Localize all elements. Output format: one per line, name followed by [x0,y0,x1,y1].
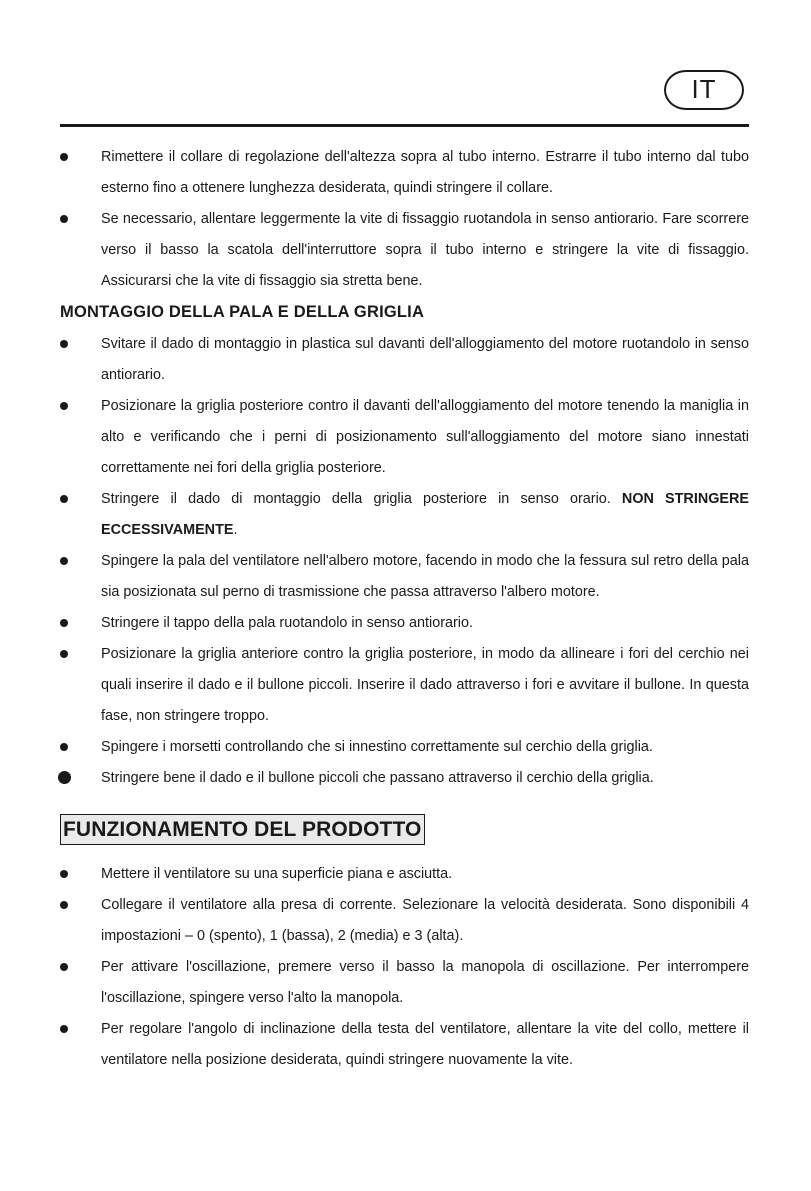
list-item [0,859,811,890]
list-item-text: Spingere i morsetti controllando che si innestino correttamente sul cerchio della griglia. [101,739,653,755]
bullet-icon [60,870,68,878]
bullet-icon [60,901,68,909]
bullet-icon [60,215,68,223]
list-item [0,608,811,639]
list-item-text: Rimettere il collare di regolazione dell'altezza sopra al tubo interno. Estrarre il tubo interno dal tubo esterno fino a ottenere lunghezza desiderata, quindi stringere il collare. [101,149,749,196]
list-item [0,732,811,763]
intro-list [0,142,811,297]
list-item-text: Stringere bene il dado e il bullone piccoli che passano attraverso il cerchio della griglia. [101,770,654,786]
list-item-text: Per regolare l'angolo di inclinazione della testa del ventilatore, allentare la vite del collo, mettere il ventilatore nella posizione desiderata, quindi stringere nuovamente la vite. [101,1021,749,1068]
list-item-text: Spingere la pala del ventilatore nell'albero motore, facendo in modo che la fessura sul retro della pala sia posizionata sul perno di trasmissione che passa attraverso l'albero motore. [101,553,749,600]
warning-text: NON STRINGERE ECCESSIVAMENTE [101,491,749,538]
bullet-icon [60,495,68,503]
list-item-text: Svitare il dado di montaggio in plastica sul davanti dell'alloggiamento del motore ruotandolo in senso antiorario. [101,336,749,383]
bullet-icon [60,402,68,410]
list-item-text: Collegare il ventilatore alla presa di corrente. Selezionare la velocità desiderata. Sono disponibili 4 impostazioni – 0 (spento), 1 (bassa), 2 (media) e 3 (alta). [101,897,749,944]
bullet-icon [60,743,68,751]
bullet-icon [58,771,71,784]
list-item [0,763,811,794]
list-item-text: Per attivare l'oscillazione, premere verso il basso la manopola di oscillazione. Per interrompere l'oscillazione, spingere verso l'alto la manopola. [101,959,749,1006]
list-item [0,391,811,484]
language-badge: IT [664,70,744,110]
list-item-text: Se necessario, allentare leggermente la vite di fissaggio ruotandola in senso antiorario. Fare scorrere verso il basso la scatola dell'interruttore sopra il tubo interno e stringere la vite di fissaggio. Assicurarsi che la vite di fissaggio sia stretta bene. [101,211,749,289]
bullet-icon [60,963,68,971]
list-item [0,142,811,204]
bullet-icon [60,340,68,348]
list-item [0,639,811,732]
bullet-icon [60,619,68,627]
list-item [0,484,811,546]
bullet-icon [60,650,68,658]
list-item-text: Mettere il ventilatore su una superficie piana e asciutta. [101,866,453,882]
list-item [0,204,811,297]
list-item-text: Posizionare la griglia anteriore contro la griglia posteriore, in modo da allineare i fori del cerchio nei quali inserire il dado e il bullone piccoli. Inserire il dado attraverso i fori e avvitare il bullone. In questa fase, non stringere troppo. [101,646,749,724]
list-item [0,1014,811,1076]
list-item-text: Posizionare la griglia posteriore contro il davanti dell'alloggiamento del motore tenendo la maniglia in alto e verificando che i perni di posizionamento sull'alloggiamento del motore siano innestati correttamente nei fori della griglia posteriore. [101,398,749,476]
list-item-text: Stringere il tappo della pala ruotandolo in senso antiorario. [101,615,473,631]
assembly-list [0,329,811,794]
bullet-icon [60,1025,68,1033]
operation-list [0,859,811,1076]
list-item-text: Stringere il dado di montaggio della griglia posteriore in senso orario. [101,491,611,507]
list-item-text-warning [101,484,749,546]
header-divider [60,124,749,127]
bullet-icon [60,153,68,161]
bullet-icon [60,557,68,565]
list-item [0,329,811,391]
list-item [0,890,811,952]
list-item [0,546,811,608]
list-item [0,952,811,1014]
warning-tail: . [233,522,238,538]
section-heading-assembly: MONTAGGIO DELLA PALA E DELLA GRIGLIA [60,303,425,321]
section-heading-operation: FUNZIONAMENTO DEL PRODOTTO [60,814,425,845]
